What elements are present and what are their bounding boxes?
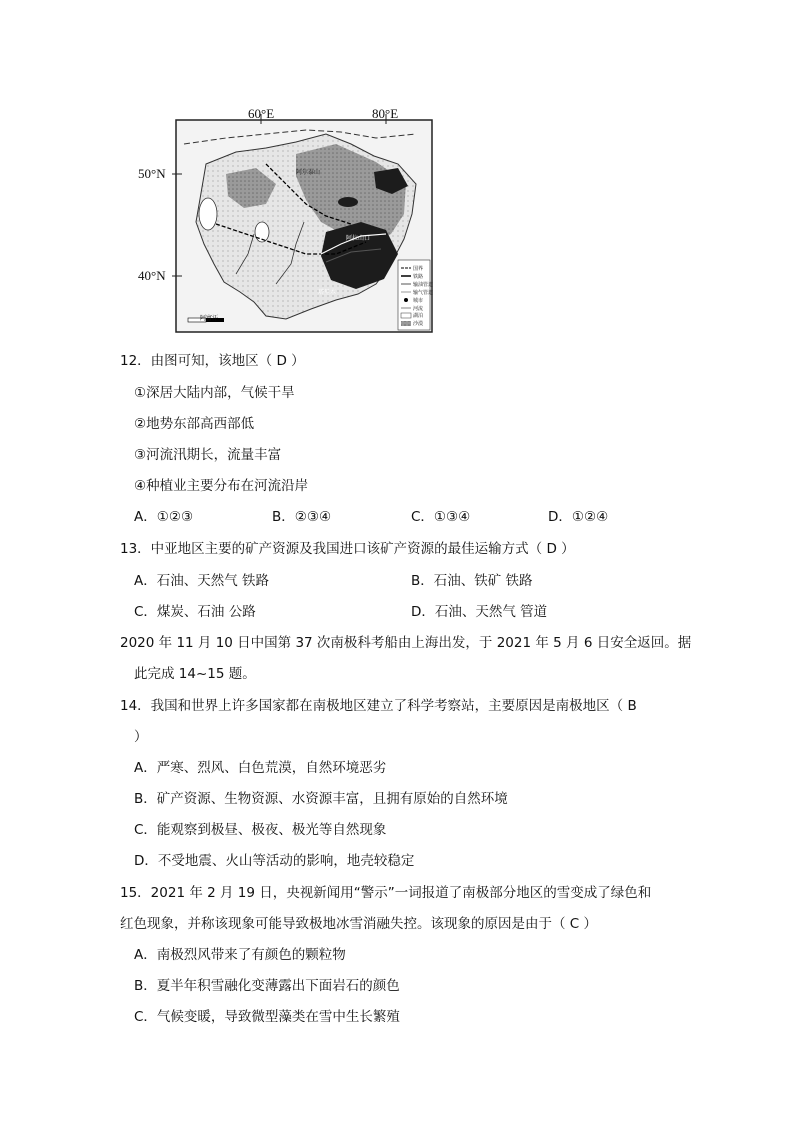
q14-stem-line-2: ） [134,729,148,745]
lat-label-50: 50°N [138,166,166,181]
legend-label: 河流 [413,306,424,312]
q12-option-d: D．①②④ [548,509,609,525]
q13-option-b: B．石油、铁矿 铁路 [411,573,533,589]
q13-stem: 13．中亚地区主要的矿产资源及我国进口该矿产资源的最佳运输方式（ D ） [120,541,575,557]
place-label: 阿富汗 [200,315,219,322]
lat-label-40: 40°N [138,268,166,283]
q15-stem-line-1: 15．2021 年 2 月 19 日，央视新闻用“警示”一词报道了南极部分地区的雪变成了绿色和 [120,885,652,901]
intro-line-2: 此完成 14~15 题。 [134,666,256,682]
legend-label: 湖泊 [413,313,424,319]
legend-label: 国界 [413,266,424,272]
lon-label-80: 80°E [372,106,399,121]
legend-label: 输气管道 [413,290,434,296]
q14-option-c: C．能观察到极昼、极夜、极光等自然现象 [134,822,387,838]
legend-label: 输油管道 [413,282,434,288]
place-label: 阿尔泰山 [296,169,321,176]
q14-stem-line-1: 14．我国和世界上许多国家都在南极地区建立了科学考察站，主要原因是南极地区（ B [120,698,637,714]
q12-item-2: ②地势东部高西部低 [134,416,255,432]
map-figure [136,104,436,336]
place-label: 阿拉山口 [346,235,371,242]
lon-label-60: 60°E [248,106,275,121]
q14-option-d: D．不受地震、火山等活动的影响，地壳较稳定 [134,853,415,869]
legend-label: 铁路 [413,274,424,280]
q15-option-b: B．夏半年积雪融化变薄露出下面岩石的颜色 [134,978,400,994]
q15-option-a: A．南极烈风带来了有颜色的颗粒物 [134,947,346,963]
q13-option-d: D．石油、天然气 管道 [411,604,548,620]
place-label: 塔里木 [318,289,337,296]
q12-item-4: ④种植业主要分布在河流沿岸 [134,478,309,494]
legend-label: 城市 [413,298,424,304]
q12-option-a: A．①②③ [134,509,194,525]
q12-option-c: C．①③④ [411,509,471,525]
q15-option-c: C．气候变暖，导致微型藻类在雪中生长繁殖 [134,1009,400,1025]
central-asia-map [136,104,436,336]
legend-label: 沙漠 [413,321,424,327]
q15-stem-line-2: 红色现象，并称该现象可能导致极地冰雪消融失控。该现象的原因是由于（ C ） [120,916,598,932]
q12-option-b: B．②③④ [272,509,332,525]
q14-option-b: B．矿产资源、生物资源、水资源丰富，且拥有原始的自然环境 [134,791,508,807]
q12-item-1: ①深居大陆内部，气候干旱 [134,385,295,401]
q14-option-a: A．严寒、烈风、白色荒漠，自然环境恶劣 [134,760,387,776]
q12-item-3: ③河流汛期长，流量丰富 [134,447,282,463]
q13-option-c: C．煤炭、石油 公路 [134,604,256,620]
q13-option-a: A．石油、天然气 铁路 [134,573,270,589]
q12-stem: 12．由图可知，该地区（ D ） [120,353,305,369]
intro-line-1: 2020 年 11 月 10 日中国第 37 次南极科考船由上海出发，于 2021 年 5 月 6 日安全返回。据 [120,635,692,651]
